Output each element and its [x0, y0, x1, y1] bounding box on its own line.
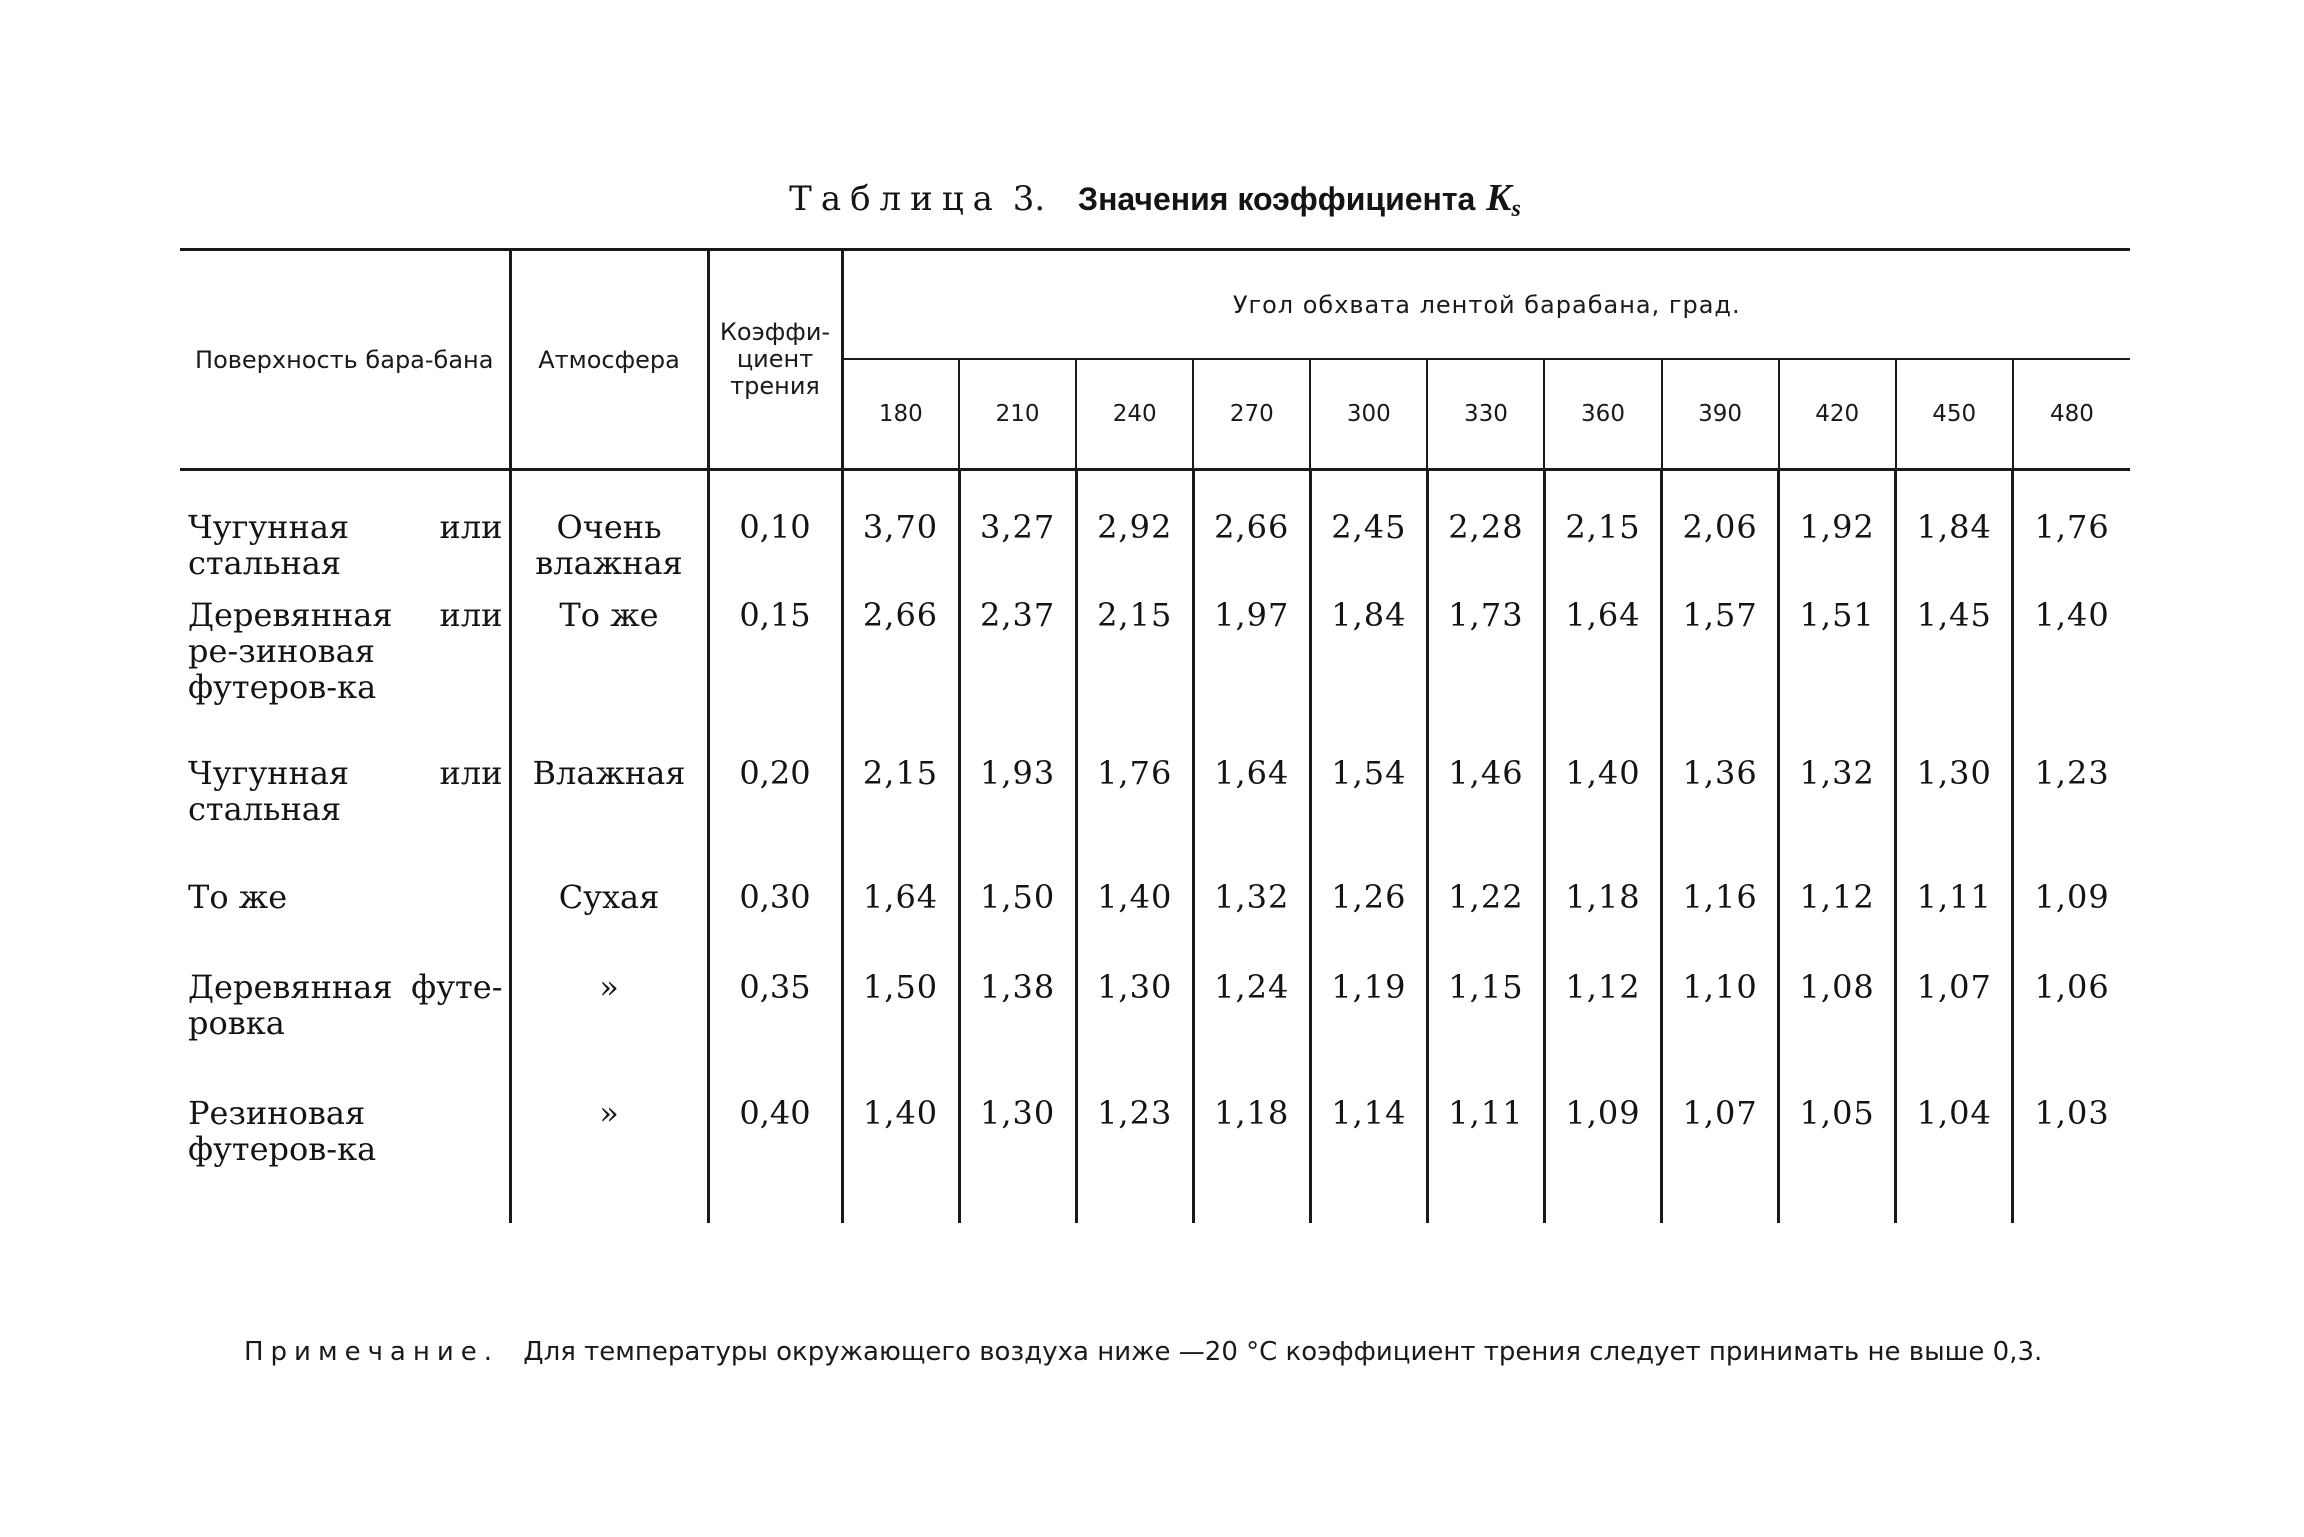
cell-atmosphere: Очень влажная	[510, 470, 708, 598]
cell-value: 1,38	[959, 969, 1076, 1095]
cell-surface: Чугунная или стальная	[180, 470, 510, 598]
cell-value: 1,84	[1310, 597, 1427, 755]
cell-value: 2,66	[842, 597, 959, 755]
cell-value: 2,06	[1662, 470, 1779, 598]
header-atmosphere: Атмосфера	[510, 250, 708, 470]
table-title	[180, 178, 2130, 229]
cell-value: 1,97	[1193, 597, 1310, 755]
cell-value: 1,18	[1193, 1095, 1310, 1223]
cell-value: 2,15	[1544, 470, 1661, 598]
cell-value: 1,19	[1310, 969, 1427, 1095]
table-caption-number: 3.	[1012, 179, 1046, 219]
cell-value: 1,22	[1427, 879, 1544, 969]
cell-value: 1,30	[1896, 755, 2013, 879]
coefficient-symbol: K	[1486, 177, 1512, 219]
header-angle: 450	[1896, 359, 2013, 470]
cell-value: 1,54	[1310, 755, 1427, 879]
cell-value: 1,36	[1662, 755, 1779, 879]
cell-value: 1,15	[1427, 969, 1544, 1095]
cell-value: 1,45	[1896, 597, 2013, 755]
cell-value: 1,09	[1544, 1095, 1661, 1223]
cell-value: 1,23	[1076, 1095, 1193, 1223]
cell-value: 1,64	[842, 879, 959, 969]
header-surface: Поверхность бара-бана	[180, 250, 510, 470]
header-angle: 480	[2013, 359, 2130, 470]
cell-value: 2,28	[1427, 470, 1544, 598]
table-row	[180, 755, 2130, 879]
cell-friction: 0,35	[708, 969, 842, 1095]
cell-value: 1,12	[1544, 969, 1661, 1095]
header-angle: 330	[1427, 359, 1544, 470]
table-row	[180, 879, 2130, 969]
header-angle-group: Угол обхвата лентой барабана, град.	[842, 250, 2130, 360]
header-angle: 240	[1076, 359, 1193, 470]
header-angle: 420	[1779, 359, 1896, 470]
cell-value: 1,93	[959, 755, 1076, 879]
cell-friction: 0,30	[708, 879, 842, 969]
cell-value: 1,08	[1779, 969, 1896, 1095]
cell-value: 1,57	[1662, 597, 1779, 755]
header-angle: 360	[1544, 359, 1661, 470]
header-angle: 390	[1662, 359, 1779, 470]
cell-value: 2,15	[842, 755, 959, 879]
table-note	[244, 1336, 2124, 1368]
cell-value: 1,84	[1896, 470, 2013, 598]
coefficient-table	[180, 248, 2130, 1223]
header-row-top	[180, 250, 2130, 360]
cell-value: 1,64	[1544, 597, 1661, 755]
cell-friction: 0,15	[708, 597, 842, 755]
cell-surface: Деревянная или ре-зиновая футеров-ка	[180, 597, 510, 755]
cell-value: 2,37	[959, 597, 1076, 755]
cell-value: 2,45	[1310, 470, 1427, 598]
cell-value: 1,30	[1076, 969, 1193, 1095]
cell-atmosphere: То же	[510, 597, 708, 755]
header-friction: Коэффи-циент трения	[708, 250, 842, 470]
cell-value: 1,11	[1427, 1095, 1544, 1223]
cell-value: 1,32	[1779, 755, 1896, 879]
cell-value: 1,09	[2034, 878, 2110, 916]
cell-value: 1,76	[1076, 755, 1193, 879]
cell-value: 1,24	[1193, 969, 1310, 1095]
cell-friction: 0,20	[708, 755, 842, 879]
cell-value: 1,32	[1193, 879, 1310, 969]
cell-value: 1,06	[2034, 968, 2110, 1006]
cell-value: 3,27	[959, 470, 1076, 598]
note-text: Для температуры окружающего воздуха ниже —20 °С коэффициент трения следует принимать не выше 0,3.	[523, 1337, 2043, 1367]
cell-value: 1,40	[1076, 879, 1193, 969]
cell-value: 1,16	[1662, 879, 1779, 969]
table-caption-text: Значения коэффициента	[1078, 181, 1476, 217]
cell-value: 1,04	[1896, 1095, 2013, 1223]
table-row	[180, 1095, 2130, 1223]
cell-value: 1,14	[1310, 1095, 1427, 1223]
cell-value: 3,70	[842, 470, 959, 598]
cell-value: 2,15	[1076, 597, 1193, 755]
cell-value: 1,64	[1193, 755, 1310, 879]
cell-atmosphere: »	[510, 969, 708, 1095]
cell-value: 1,12	[1779, 879, 1896, 969]
table-row	[180, 969, 2130, 1095]
cell-value: 1,51	[1779, 597, 1896, 755]
cell-value: 1,07	[1896, 969, 2013, 1095]
cell-surface: Чугунная или стальная	[180, 755, 510, 879]
cell-friction: 0,40	[708, 1095, 842, 1223]
coefficient-subscript: s	[1511, 196, 1521, 222]
cell-value: 1,23	[2034, 754, 2110, 792]
header-angle: 270	[1193, 359, 1310, 470]
cell-value: 2,66	[1193, 470, 1310, 598]
cell-surface: Деревянная футе-ровка	[180, 969, 510, 1095]
table-caption-word: Таблица	[789, 179, 1002, 219]
table-row	[180, 597, 2130, 755]
cell-value: 1,26	[1310, 879, 1427, 969]
cell-value: 1,46	[1427, 755, 1544, 879]
cell-value: 1,73	[1427, 597, 1544, 755]
cell-surface: Резиновая футеров-ка	[180, 1095, 510, 1223]
cell-value: 1,92	[1779, 470, 1896, 598]
cell-value: 1,40	[1544, 755, 1661, 879]
cell-atmosphere: »	[510, 1095, 708, 1223]
cell-value: 1,03	[2034, 1094, 2110, 1132]
cell-value: 1,10	[1662, 969, 1779, 1095]
cell-value: 2,92	[1076, 470, 1193, 598]
cell-value: 1,40	[842, 1095, 959, 1223]
header-angle: 180	[842, 359, 959, 470]
cell-surface: То же	[180, 879, 510, 969]
header-angle: 300	[1310, 359, 1427, 470]
cell-value: 1,50	[842, 969, 959, 1095]
note-label: Примечание.	[244, 1337, 500, 1367]
cell-value: 1,30	[959, 1095, 1076, 1223]
header-angle: 210	[959, 359, 1076, 470]
cell-value: 1,05	[1779, 1095, 1896, 1223]
cell-value: 1,07	[1662, 1095, 1779, 1223]
cell-atmosphere: Влажная	[510, 755, 708, 879]
cell-value: 1,76	[2034, 508, 2110, 546]
cell-atmosphere: Сухая	[510, 879, 708, 969]
cell-value: 1,18	[1544, 879, 1661, 969]
table-row	[180, 470, 2130, 598]
cell-value: 1,11	[1896, 879, 2013, 969]
cell-friction: 0,10	[708, 470, 842, 598]
cell-value: 1,50	[959, 879, 1076, 969]
cell-value: 1,40	[2034, 596, 2110, 634]
